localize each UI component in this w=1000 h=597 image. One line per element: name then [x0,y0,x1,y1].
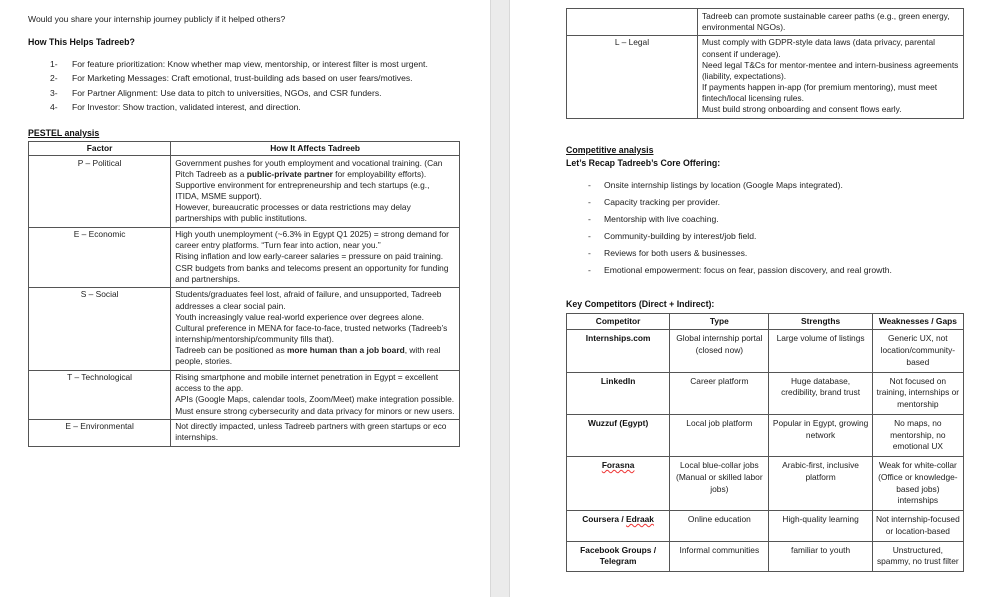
legal-factor-cell [567,9,698,36]
pestel-factor-cell: E – Environmental [29,419,171,446]
cell-line: Rising smartphone and mobile internet penetration in Egypt = excellent access to the app. [175,372,439,394]
pestel-header-row [29,141,460,155]
table-row [567,541,964,572]
table-row [567,372,964,414]
cell-line: Need legal T&Cs for mentor-mentee and intern-business agreements (liability, expectations). [702,59,959,81]
pestel-header-cell: How It Affects Tadreeb [171,141,460,155]
competitor-weaknesses-cell: Not internship-focused or location-based [872,511,963,542]
competitors-header-cell: Competitor [567,314,670,330]
cell-line: Must comply with GDPR-style data laws (data privacy, parental consent if underage). [702,37,936,59]
cell-line: Rising inflation and low early-career salaries = pressure on paid training. [175,251,444,262]
list-marker: - [588,180,591,191]
list-marker: 4- [50,102,58,113]
competitor-type-cell: Local job platform [670,414,769,456]
table-row [567,457,964,511]
competitors-header-cell: Strengths [769,314,872,330]
list-item [566,213,964,225]
cell-line: However, bureaucratic processes or data restrictions may delay partnerships with public institutions. [175,202,411,224]
legal-factor-cell: L – Legal [567,35,698,118]
competitor-strengths-cell: High-quality learning [769,511,872,542]
table-row [567,35,964,118]
pestel-header-cell: Factor [29,141,171,155]
list-marker: - [588,197,591,208]
pestel-table [28,141,460,447]
competitors-caption: Key Competitors (Direct + Indirect): [566,298,715,309]
competitors-header-cell: Type [670,314,769,330]
list-marker: 1- [50,59,58,70]
legal-effect-cell [698,9,964,36]
list-item [566,179,964,191]
list-item [566,196,964,208]
pestel-effect-cell [171,370,460,419]
list-item-label: For Investor: Show traction, validated interest, and direction. [72,102,301,113]
cell-line: Must build strong onboarding and consent flows early. [702,104,902,115]
competitors-section [566,299,964,573]
competitor-name-cell: Coursera / Edraak [567,511,670,542]
recap-heading: Let’s Recap Tadreeb’s Core Offering: [566,157,721,168]
competitive-analysis-heading: Competitive analysis [566,144,654,155]
legal-section [566,8,964,119]
list-item-label: For feature prioritization: Know whether map view, mentorship, or interest filter is most urgent. [72,59,428,70]
list-item [28,58,460,70]
competitor-type-cell: Local blue-collar jobs (Manual or skilled labor jobs) [670,457,769,511]
competitor-weaknesses-cell: Unstructured, spammy, no trust filter [872,541,963,572]
list-item [566,247,964,259]
page-left [0,0,490,597]
pestel-effect-cell [171,156,460,228]
legal-table [566,8,964,119]
table-row [567,414,964,456]
cell-line: Students/graduates feel lost, afraid of failure, and unsupported, Tadreeb addresses a clear social pain. [175,289,442,311]
pestel-effect-cell [171,419,460,446]
cell-line: Tadreeb can promote sustainable career paths (e.g., green energy, environmental NGOs). [702,10,950,32]
competitor-name-cell: Internships.com [567,330,670,372]
competitors-table [566,313,964,572]
table-row [29,227,460,287]
pestel-effect-cell [171,287,460,370]
table-row [567,511,964,542]
competitor-weaknesses-cell: No maps, no mentorship, no emotional UX [872,414,963,456]
page-gutter [490,0,510,597]
competitor-weaknesses-cell: Generic UX, not location/community-based [872,330,963,372]
cell-line: Not directly impacted, unless Tadreeb partners with green startups or eco internships. [175,421,447,443]
competitor-type-cell: Online education [670,511,769,542]
cell-line: Tadreeb can be positioned as more human than a job board, with real people, stories. [175,345,441,367]
list-marker: 3- [50,87,58,98]
list-marker: - [588,265,591,276]
competitor-name-cell: Forasna [567,457,670,511]
list-item-label: Community-building by interest/job field. [604,231,757,242]
how-helps-heading: How This Helps Tadreeb? [28,36,135,47]
list-item-label: For Partner Alignment: Use data to pitch to universities, NGOs, and CSR funders. [72,87,382,98]
competitor-weaknesses-cell: Weak for white-collar (Office or knowledge-based jobs) internships [872,457,963,511]
pestel-factor-cell: S – Social [29,287,171,370]
cell-line: APIs (Google Maps, calendar tools, Zoom/Meet) make integration possible. [175,394,455,405]
cell-line: High youth unemployment (~6.3% in Egypt Q1 2025) = strong demand for career entry platforms. “Turn fear into action, near you.” [175,229,449,251]
table-row [567,330,964,372]
cell-line: Government pushes for youth employment and vocational training. (Can Pitch Tadreeb as a public-private partner for employability efforts). [175,157,443,179]
core-offering-list [566,179,964,276]
list-item-label: Emotional empowerment: focus on fear, passion discovery, and real growth. [604,265,892,276]
pestel-factor-cell: T – Technological [29,370,171,419]
competitor-strengths-cell: Popular in Egypt, growing network [769,414,872,456]
list-item [28,72,460,84]
list-item [28,101,460,113]
cell-line: Youth increasingly value real-world experience over degrees alone. [175,311,424,322]
cell-line: CSR budgets from banks and telecoms present an opportunity for funding and partnerships. [175,262,449,284]
page-right [510,0,998,597]
intro-question: Would you share your internship journey publicly if it helped others? [28,14,286,24]
list-item-label: Capacity tracking per provider. [604,197,721,208]
cell-line: Cultural preference in MENA for face-to-face, trusted networks (Tadreeb’s internship/mentorship/community fills that). [175,322,448,345]
legal-effect-cell [698,35,964,118]
list-item [28,87,460,99]
table-row [29,370,460,419]
pestel-caption: PESTEL analysis [28,127,100,138]
cell-line: Supportive environment for entrepreneurship and tech startups (e.g., ITIDA, MSME support). [175,179,430,202]
competitor-strengths-cell: familiar to youth [769,541,872,572]
competitor-strengths-cell: Huge database, credibility, brand trust [769,372,872,414]
table-row [29,287,460,370]
list-item-label: For Marketing Messages: Craft emotional, trust-building ads based on user fears/motives. [72,73,413,84]
competitor-weaknesses-cell: Not focused on training, internships or mentorship [872,372,963,414]
pestel-factor-cell: P – Political [29,156,171,228]
competitors-header-row [567,314,964,330]
pestel-factor-cell: E – Economic [29,227,171,287]
list-marker: - [588,214,591,225]
list-item-label: Onsite internship listings by location (Google Maps integrated). [604,180,843,191]
list-marker: 2- [50,73,58,84]
list-item [566,230,964,242]
competitor-strengths-cell: Arabic-first, inclusive platform [769,457,872,511]
table-row [29,419,460,446]
competitor-type-cell: Global internship portal (closed now) [670,330,769,372]
cell-line: Must ensure strong cybersecurity and data privacy for minors or new users. [175,405,455,416]
list-item-label: Mentorship with live coaching. [604,214,719,225]
table-row [567,9,964,36]
competitor-type-cell: Informal communities [670,541,769,572]
competitor-name-cell: Wuzzuf (Egypt) [567,414,670,456]
competitor-name-cell: Facebook Groups / Telegram [567,541,670,572]
list-item [566,264,964,276]
competitor-strengths-cell: Large volume of listings [769,330,872,372]
pestel-effect-cell [171,227,460,287]
competitor-name-cell: LinkedIn [567,372,670,414]
table-row [29,156,460,228]
list-marker: - [588,248,591,259]
pestel-section [28,128,460,447]
competitors-header-cell: Weaknesses / Gaps [872,314,963,330]
how-helps-list [28,58,460,114]
competitor-type-cell: Career platform [670,372,769,414]
list-marker: - [588,231,591,242]
list-item-label: Reviews for both users & businesses. [604,248,748,259]
cell-line: If payments happen in-app (for premium mentoring), must meet fintech/local licensing rules. [702,82,938,104]
spacer [566,119,964,145]
